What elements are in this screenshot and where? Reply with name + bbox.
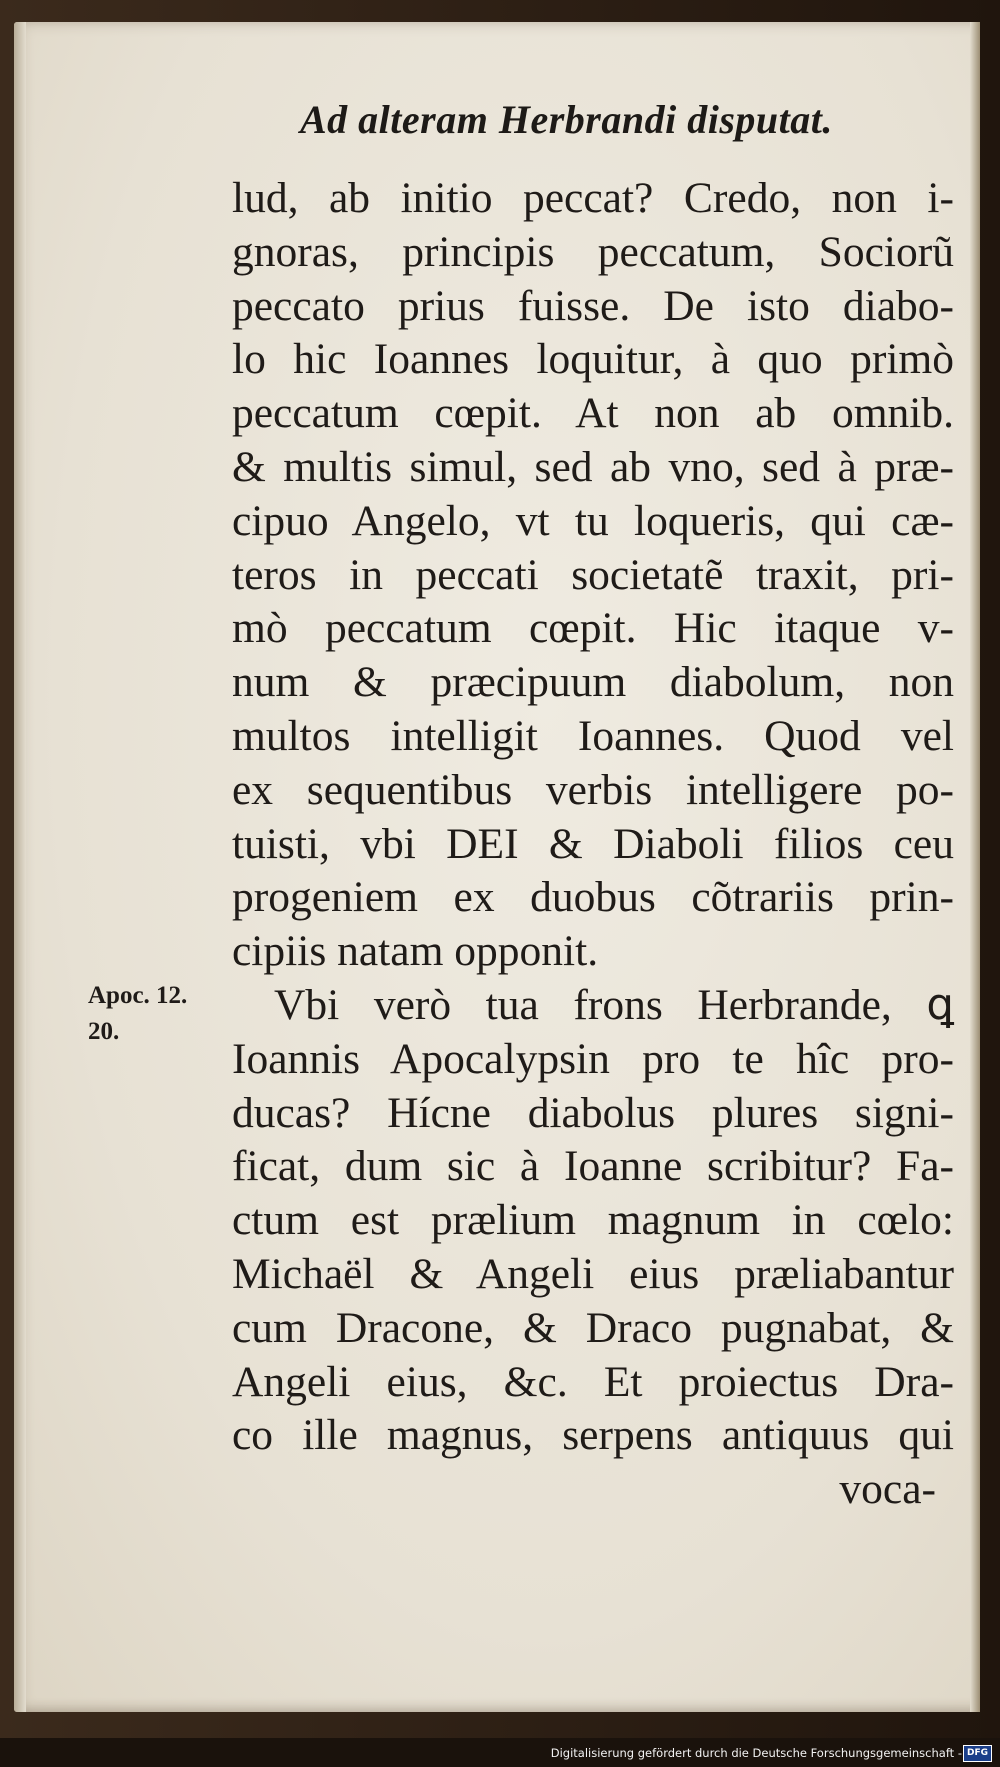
text-line: Ioannis Apocalypsin pro te hîc pro- bbox=[232, 1034, 954, 1083]
text-line: cum Dracone, & Draco pugnabat, & bbox=[232, 1303, 954, 1352]
text-line: peccatum cœpit. At non ab omnib. bbox=[232, 389, 954, 438]
text-line: peccato prius fuisse. De isto diabo- bbox=[232, 281, 954, 330]
marginal-note bbox=[88, 978, 218, 1050]
text-line: multos intelligit Ioannes. Quod vel bbox=[232, 711, 954, 760]
text-line: Michaël & Angeli eius præliabantur bbox=[232, 1249, 954, 1298]
text-line: tuisti, vbi DEI & Diaboli filios ceu bbox=[232, 819, 954, 868]
text-line: ficat, dum sic à Ioanne scribitur? Fa- bbox=[232, 1142, 954, 1191]
text-line: & multis simul, sed ab vno, sed à præ- bbox=[232, 442, 954, 491]
text-line: ctum est prælium magnum in cœlo: bbox=[232, 1196, 954, 1245]
text-line: mò peccatum cœpit. Hic itaque v- bbox=[232, 604, 954, 653]
catchword: voca- bbox=[839, 1465, 936, 1514]
text-line: ex sequentibus verbis intelligere po- bbox=[232, 765, 954, 814]
text-line: progeniem ex duobus cõtrariis prin- bbox=[232, 873, 954, 922]
text-line: ducas? Hícne diabolus plures signi- bbox=[232, 1088, 954, 1137]
text-line: lo hic Ioannes loquitur, à quo primò bbox=[232, 335, 954, 384]
page-edge-left bbox=[14, 22, 26, 1712]
text-line: cipiis natam opponit. bbox=[232, 927, 599, 976]
text-line: num & præcipuum diabolum, non bbox=[232, 658, 954, 707]
page-edge-right bbox=[970, 22, 980, 1712]
marginal-note-line: Apoc. 12. bbox=[88, 982, 188, 1009]
text-line: cipuo Angelo, vt tu loqueris, qui cæ- bbox=[232, 496, 954, 545]
body-text bbox=[232, 172, 954, 1517]
running-head: Ad alteram Herbrandi disputat. bbox=[300, 97, 833, 142]
text-line: Angeli eius, &c. Et proiectus Dra- bbox=[232, 1357, 954, 1406]
text-line: lud, ab initio peccat? Credo, non i- bbox=[232, 174, 954, 222]
marginal-note-line: 20. bbox=[88, 1018, 120, 1045]
text-line: Vbi verò tua frons Herbrande, ꝗ bbox=[274, 980, 954, 1029]
text-line: teros in peccati societatẽ traxit, pri- bbox=[232, 550, 954, 599]
dfg-logo: DFG bbox=[963, 1745, 992, 1762]
text-line: gnoras, principis peccatum, Sociorũ bbox=[232, 227, 954, 276]
footer-credit: Digitalisierung gefördert durch die Deutsche Forschungsgemeinschaft - bbox=[550, 1746, 962, 1760]
text-line: co ille magnus, serpens antiquus qui bbox=[232, 1411, 954, 1460]
